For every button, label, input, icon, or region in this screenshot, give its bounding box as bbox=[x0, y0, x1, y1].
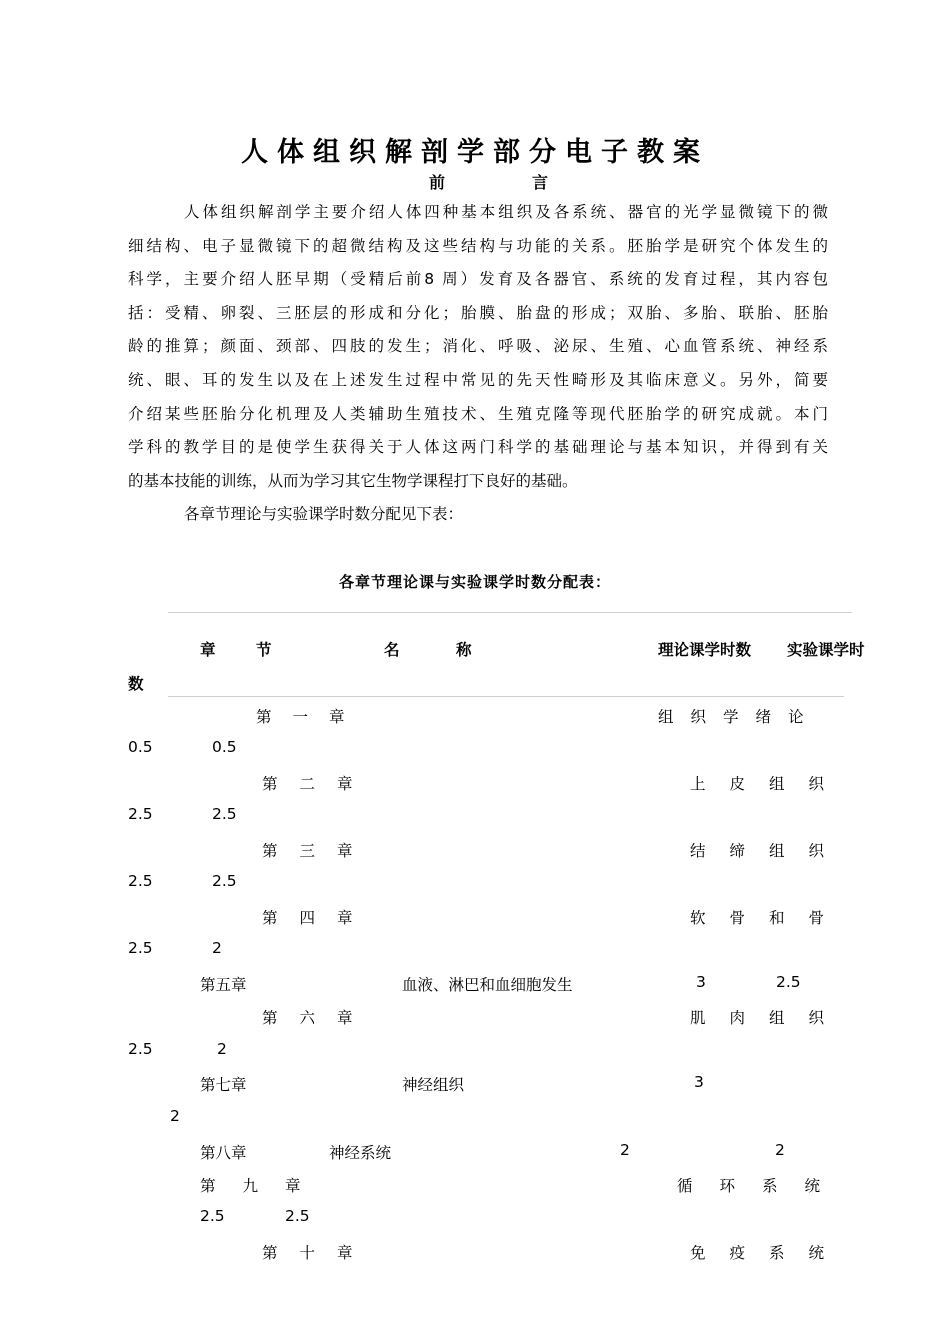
row-5-chapter: 第五章 bbox=[200, 976, 247, 994]
preface-line: 人体组织解剖学主要介绍人体四种基本组织及各系统、器官的光学显微镜下的微 bbox=[184, 203, 828, 221]
header-lab-hours: 实验课学时 bbox=[787, 641, 865, 659]
preface-line: 细结构、电子显微镜下的超微结构及这些结构与功能的关系。胚胎学是研究个体发生的 bbox=[128, 236, 828, 255]
preface-line: 括：受精、卵裂、三胚层的形成和分化；胎膜、胎盘的形成；双胎、多胎、联胎、胚胎 bbox=[128, 303, 828, 322]
row-9-chapter: 第 九 章 bbox=[200, 1177, 301, 1195]
table-header-rule bbox=[168, 696, 844, 697]
row-2-name: 上 皮 组 织 bbox=[690, 775, 825, 793]
preface-line: 的基本技能的训练，从而为学习其它生物学课程打下良好的基础。 bbox=[128, 471, 578, 490]
row-2-lab: 2.5 bbox=[212, 805, 237, 823]
row-9-lab: 2.5 bbox=[285, 1207, 310, 1225]
row-8-theory: 2 bbox=[620, 1141, 630, 1159]
preface-line: 统、眼、耳的发生以及在上述发生过程中常见的先天性畸形及其临床意义。另外，简要 bbox=[128, 370, 828, 389]
row-7-lab: 2 bbox=[170, 1107, 180, 1125]
preface-line: 学科的教学目的是使学生获得关于人体这两门科学的基础理论与基本知识，并得到有关 bbox=[128, 438, 828, 457]
row-2-chapter: 第 二 章 bbox=[262, 775, 353, 793]
header-lab-hours-wrap: 数 bbox=[128, 675, 144, 693]
header-chapter-char-1: 章 bbox=[200, 641, 216, 659]
row-4-name: 软 骨 和 骨 bbox=[690, 909, 825, 927]
row-7-chapter: 第七章 bbox=[200, 1076, 247, 1094]
document-title: 人体组织解剖学部分电子教案 bbox=[241, 137, 709, 168]
row-7-name: 神经组织 bbox=[402, 1076, 465, 1094]
preface-heading-char-1: 前 bbox=[429, 173, 446, 192]
preface-heading-char-2: 言 bbox=[532, 173, 549, 192]
row-6-lab: 2 bbox=[217, 1040, 227, 1058]
row-6-name: 肌 肉 组 织 bbox=[690, 1009, 825, 1027]
row-3-chapter: 第 三 章 bbox=[262, 842, 353, 860]
row-9-name: 循 环 系 统 bbox=[677, 1177, 821, 1195]
row-1-theory: 0.5 bbox=[128, 738, 153, 756]
row-6-theory: 2.5 bbox=[128, 1040, 153, 1058]
row-5-theory: 3 bbox=[696, 973, 706, 991]
row-1-lab: 0.5 bbox=[212, 738, 237, 756]
row-3-theory: 2.5 bbox=[128, 872, 153, 890]
row-3-lab: 2.5 bbox=[212, 872, 237, 890]
preface-line: 科学，主要介绍人胚早期（受精后前8 周）发育及各器官、系统的发育过程，其内容包 bbox=[128, 270, 828, 289]
row-9-theory: 2.5 bbox=[200, 1207, 225, 1225]
header-chapter-char-2: 节 bbox=[256, 641, 272, 659]
row-8-name: 神经系统 bbox=[329, 1144, 392, 1162]
row-3-name: 结 缔 组 织 bbox=[690, 842, 825, 860]
table-caption: 各章节理论课与实验课学时数分配表： bbox=[338, 573, 611, 591]
preface-line: 龄的推算；颜面、颈部、四肢的发生；消化、呼吸、泌尿、生殖、心血管系统、神经系 bbox=[128, 337, 828, 356]
header-theory-hours: 理论课学时数 bbox=[658, 641, 752, 659]
row-7-theory: 3 bbox=[694, 1073, 704, 1091]
intro-sentence: 各章节理论与实验课学时数分配见下表： bbox=[184, 505, 464, 524]
row-4-lab: 2 bbox=[212, 939, 222, 957]
header-name-char-2: 称 bbox=[456, 641, 472, 659]
row-8-chapter: 第八章 bbox=[200, 1144, 247, 1162]
table-top-rule bbox=[168, 612, 852, 613]
header-name-char-1: 名 bbox=[384, 641, 400, 659]
row-10-name: 免 疫 系 统 bbox=[690, 1244, 825, 1262]
preface-paragraph bbox=[128, 196, 828, 532]
row-1-name: 组 织 学 绪 论 bbox=[658, 708, 804, 726]
row-2-theory: 2.5 bbox=[128, 805, 153, 823]
preface-line: 介绍某些胚胎分化机理及人类辅助生殖技术、生殖克隆等现代胚胎学的研究成就。本门 bbox=[128, 404, 828, 423]
row-10-chapter: 第 十 章 bbox=[262, 1244, 353, 1262]
row-8-lab: 2 bbox=[775, 1141, 785, 1159]
row-5-lab: 2.5 bbox=[776, 973, 801, 991]
row-1-chapter: 第 一 章 bbox=[256, 708, 345, 726]
row-4-theory: 2.5 bbox=[128, 939, 153, 957]
row-6-chapter: 第 六 章 bbox=[262, 1009, 353, 1027]
row-4-chapter: 第 四 章 bbox=[262, 909, 353, 927]
row-5-name: 血液、淋巴和血细胞发生 bbox=[402, 976, 573, 994]
